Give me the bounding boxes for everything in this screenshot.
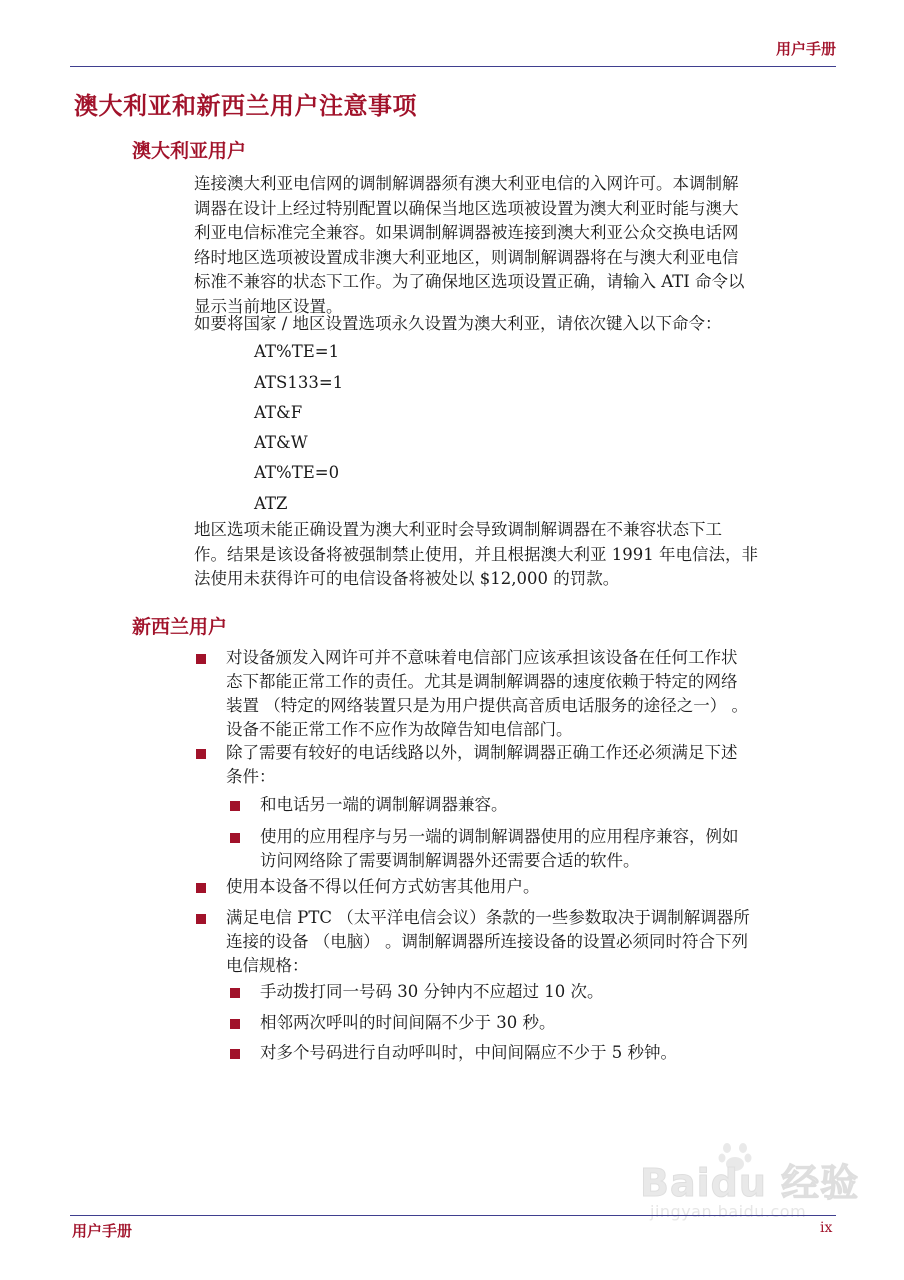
text-line: 使用的应用程序与另一端的调制解调器使用的应用程序兼容，例如 [260,827,739,846]
watermark-url: jingyan.baidu.com [650,1202,807,1221]
text-line: 电信规格： [226,956,309,975]
bullet-icon [196,749,206,759]
text-line: 调器在设计上经过特别配置以确保当地区选项被设置为澳大利亚时能与澳大 [194,198,739,218]
page-number: ix [820,1220,833,1236]
bullet-icon [196,654,206,664]
text-line: 连接的设备 （电脑） 。调制解调器所连接设备的设置必须同时符合下列 [226,932,748,951]
bullet-icon [196,883,206,893]
sub-list-item [260,825,836,873]
footer-title: 用户手册 [72,1222,133,1240]
australia-paragraph-3 [194,518,836,592]
list-item: 使用本设备不得以任何方式妨害其他用户。 [226,877,540,896]
text-line: 利亚电信标准完全兼容。如果调制解调器被连接到澳大利亚公众交换电话网 [194,223,739,242]
sub-bullet-icon [230,833,240,843]
command-line: AT&W [254,433,308,452]
sub-bullet-icon [230,1019,240,1029]
text-line: 条件： [226,767,276,786]
sub-list-item: 相邻两次呼叫的时间间隔不少于 30 秒。 [260,1013,556,1032]
australia-paragraph-1 [194,172,836,319]
text-line: 设备不能正常工作不应作为故障告知电信部门。 [226,720,573,739]
sub-list-item: 和电话另一端的调制解调器兼容。 [260,795,508,814]
text-line: 显示当前地区设置。 [194,296,343,316]
sub-bullet-icon [230,988,240,998]
text-line: 除了需要有较好的电话线路以外，调制解调器正确工作还必须满足下述 [226,743,738,762]
text-line: 满足电信 PTC （太平洋电信会议）条款的一些参数取决于调制解调器所 [226,908,750,927]
section-heading-new-zealand: 新西兰用户 [132,616,228,638]
text-line: 法使用未获得许可的电信设备将被处以 $12,000 的罚款。 [194,569,620,588]
header-divider [70,66,836,67]
sub-list-item: 对多个号码进行自动呼叫时，中间间隔应不少于 5 秒钟。 [260,1043,677,1062]
text-line: 络时地区选项被设置成非澳大利亚地区，则调制解调器将在与澳大利亚电信 [194,247,739,267]
australia-paragraph-2: 如要将国家 / 地区设置选项永久设置为澳大利亚，请依次键入以下命令： [194,314,722,333]
text-line: 连接澳大利亚电信网的调制解调器须有澳大利亚电信的入网许可。本调制解 [194,174,739,193]
command-line: ATZ [254,494,288,513]
sub-bullet-icon [230,801,240,811]
text-line: 装置 （特定的网络装置只是为用户提供高音质电话服务的途径之一） 。 [226,696,748,715]
bullet-icon [196,914,206,924]
sub-bullet-icon [230,1049,240,1059]
list-item [226,741,836,789]
section-heading-australia: 澳大利亚用户 [132,140,247,162]
text-line: 作。结果是该设备将被强制禁止使用，并且根据澳大利亚 1991 年电信法，非 [194,544,758,564]
footer-divider [70,1215,836,1216]
text-line: 态下都能正常工作的责任。尤其是调制解调器的速度依赖于特定的网络 [226,672,738,691]
page-title: 澳大利亚和新西兰用户注意事项 [74,92,417,120]
text-line: 标准不兼容的状态下工作。为了确保地区选项设置正确，请输入 ATI 命令以 [194,272,745,291]
sub-list-item: 手动拨打同一号码 30 分钟内不应超过 10 次。 [260,982,604,1001]
header-title: 用户手册 [775,40,836,58]
command-line: AT%TE=1 [254,342,340,361]
watermark-brand: Baidu 经验 [640,1161,860,1205]
command-line: ATS133=1 [254,373,344,392]
list-item [226,906,836,978]
text-line: 对设备颁发入网许可并不意味着电信部门应该承担该设备在任何工作状 [226,648,738,667]
list-item [226,646,836,742]
command-line: AT&F [254,403,303,422]
command-line: AT%TE=0 [254,463,340,482]
text-line: 地区选项未能正确设置为澳大利亚时会导致调制解调器在不兼容状态下工 [194,520,722,539]
text-line: 访问网络除了需要调制解调器外还需要合适的软件。 [260,851,640,870]
